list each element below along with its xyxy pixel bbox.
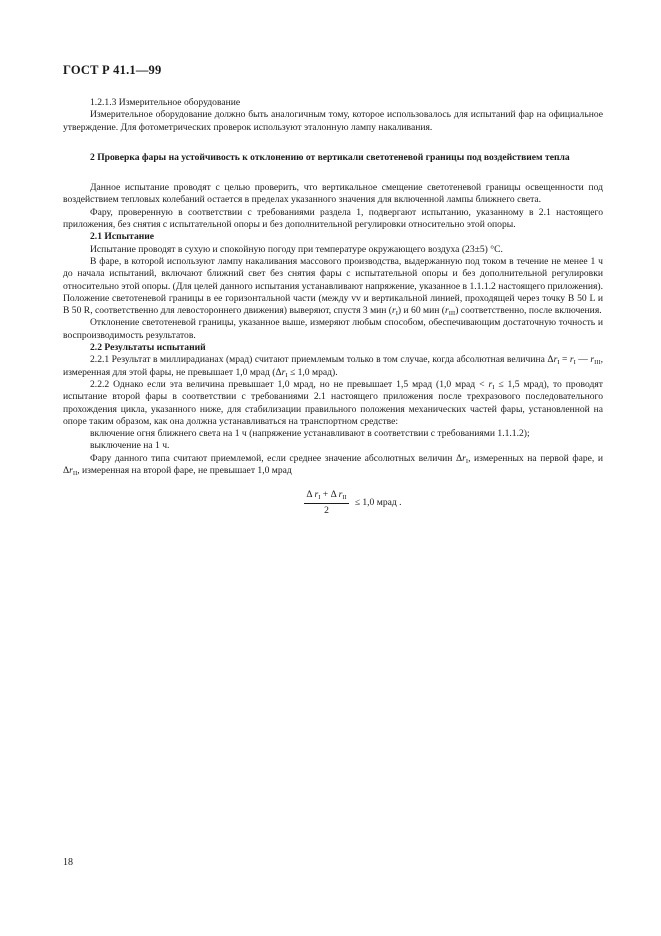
section-2-2-title: 2.2 Результаты испытаний [90,342,206,354]
section-2-1-measurement: Отклонение светотеневой границы, указанное выше, измеряют любым способом, обеспечивающим достаточную точность и воспроизводимость результатов. [63,317,603,341]
acceptance-text: Фару данного типа считают приемлемой, если среднее значение абсолютных величин $\Delta r_I$, измеренных на первой фаре, и $\Delta r_{II}$, измеренная на второй фаре, не превышает 1,0 мрад [63,452,603,478]
formula-rhs: ≤ 1,0 мрад . [354,496,402,508]
section-1-2-1-3-text: Измерительное оборудование должно быть аналогичным тому, которое использовалось для испытаний фар на официальное утверждение. Для фотометрических проверок используют эталонную лампу накаливания. [63,109,603,133]
section-2-1-procedure: В фаре, в которой используют лампу накаливания массового производства, выдержанную под током в течение не менее 1 ч до начала испытаний, включают ближний свет без снятия фары с испытательной опоры и без дополнительной регулировки относительно этой опоры. (Для целей данного испытания устанавливают напряжение, указанное в 1.1.1.2 настоящего приложения). Положение светотеневой границы в ее горизонтальной части (между vv и вертикальной линией, проходящей через точку B 50 L и B 50 R, соответственно для левостороннего движения) выверяют, спустя 3 мин $(r_I)$ и 60 мин $(r_{III})$ соответственно, после включения. [63,255,603,318]
section-2-2-1-text: 2.2.1 Результат в миллирадианах (мрад) считают приемлемым только в том случае, когда абсолютная величина $\Delta r_I = r_I$ — $r_{III}$, измеренная для этой фары, не превышает 1,0 мрад ($\Delta r_I \le 1,0$ мрад). [63,354,604,379]
formula-fraction [304,489,348,517]
paragraph-purpose: Данное испытание проводят с целью проверить, что вертикальное смещение светотеневой границы освещенности под воздействием тепловых колебаний остается в пределах указанного значения для включенной лампы ближнего света. [63,182,603,206]
cycle-on-text: включение огня ближнего света на 1 ч (напряжение устанавливают в соответствии с требованиями 1.1.1.2); [90,428,530,440]
cycle-off-text: выключение на 1 ч. [90,440,170,452]
document-body [63,97,603,517]
formula-denominator: 2 [324,504,329,516]
section-2-2-2-text: 2.2.2 Однако если эта величина превышает 1,0 мрад, но не превышает 1,5 мрад (1,0 мрад < $r_I \le 1,5$ мрад), то проводят испытание второй фары в соответствии с требованиями 2.1 настоящего приложения после трехразового последовательного прохождения цикла, указанного ниже, для стабилизации правильного положения механических частей фары, установленной на опоре таким образом, как она должна устанавливаться на транспортном средстве: [63,378,603,427]
formula [63,489,603,517]
page-number: 18 [63,857,73,868]
paragraph-headlamp: Фару, проверенную в соответствии с требованиями раздела 1, подвергают испытанию, указанному в 2.1 настоящего приложения, без снятия с испытательной опоры и без дополнительной регулировки относительно этой опоры. [63,206,603,231]
section-2-1-conditions: Испытание проводят в сухую и спокойную погоду при температуре окружающего воздуха (23±5) °С. [90,243,503,255]
formula-numerator: Δ $r_I + \Delta$ $r_{II}$ [304,489,348,503]
section-2-1-title: 2.1 Испытание [90,231,155,243]
section-2-title: 2 Проверка фары на устойчивость к отклонению от вертикали светотеневой границы под воздействием тепла [90,151,570,163]
section-1-2-1-3-title: 1.2.1.3 Измерительное оборудование [90,97,241,108]
document-header: ГОСТ Р 41.1—99 [63,63,162,77]
